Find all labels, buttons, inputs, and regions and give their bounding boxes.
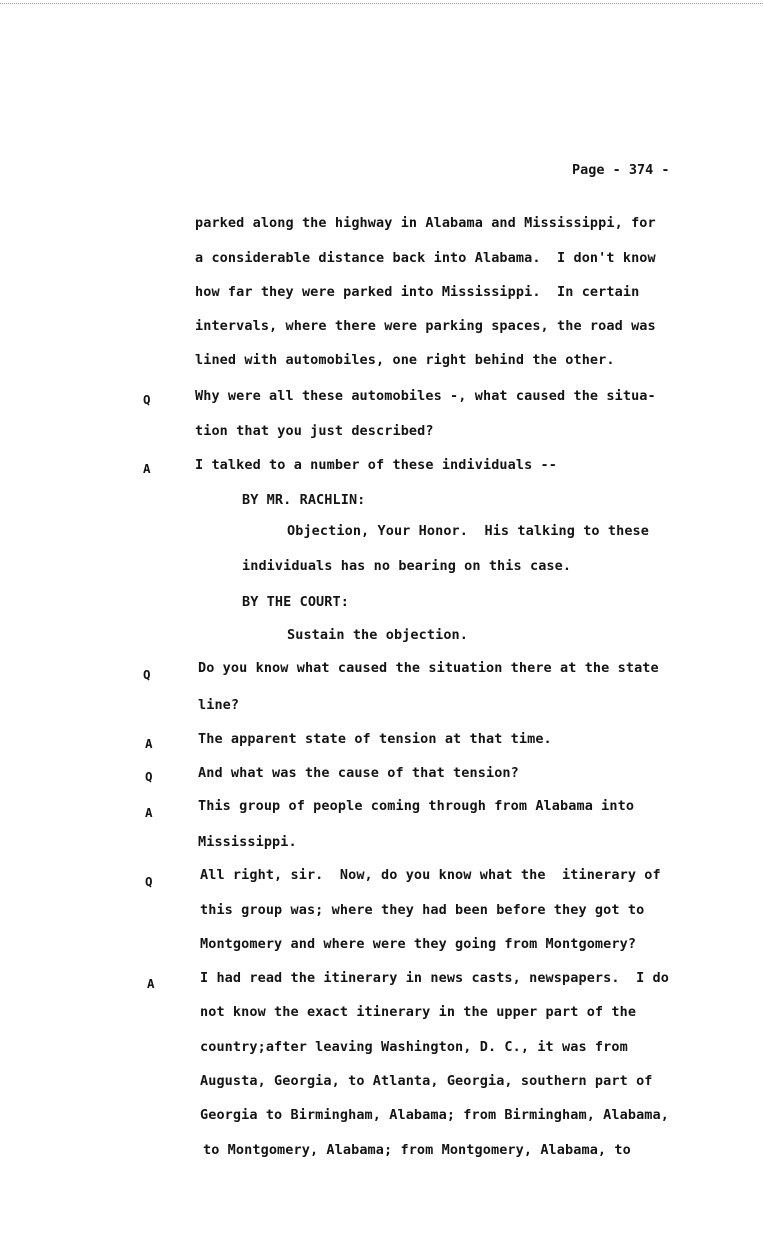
answer-marker: A — [143, 461, 151, 476]
transcript-line: country;after leaving Washington, D. C., it was from — [200, 1039, 628, 1055]
page-number: Page - 374 - — [572, 162, 670, 178]
transcript-line: I had read the itinerary in news casts, newspapers. I do — [200, 970, 669, 986]
speaker-heading: BY MR. RACHLIN: — [242, 492, 366, 508]
transcript-line: a considerable distance back into Alabama. I don't know — [195, 250, 656, 266]
answer-marker: A — [145, 736, 153, 751]
question-marker: Q — [145, 874, 153, 889]
transcript-line: line? — [198, 697, 240, 713]
transcript-line: individuals has no bearing on this case. — [242, 558, 572, 574]
transcript-line: Do you know what caused the situation there at the state — [198, 660, 659, 676]
transcript-line: Sustain the objection. — [287, 627, 469, 643]
transcript-line: to Montgomery, Alabama; from Montgomery, Alabama, to — [203, 1142, 631, 1158]
transcript-line: Objection, Your Honor. His talking to these — [287, 523, 650, 539]
transcript-line: not know the exact itinerary in the upper part of the — [200, 1004, 637, 1020]
answer-marker: A — [145, 805, 153, 820]
scan-edge-line — [0, 0, 763, 4]
transcript-line: I talked to a number of these individuals -- — [195, 457, 558, 473]
transcript-line: parked along the highway in Alabama and Mississippi, for — [195, 215, 656, 231]
transcript-line: how far they were parked into Mississippi. In certain — [195, 284, 640, 300]
transcript-line: And what was the cause of that tension? — [198, 765, 519, 781]
transcript-line: Georgia to Birmingham, Alabama; from Birmingham, Alabama, — [200, 1107, 669, 1123]
transcript-line: tion that you just described? — [195, 423, 434, 439]
transcript-line: The apparent state of tension at that time. — [198, 731, 552, 747]
transcript-line: intervals, where there were parking spaces, the road was — [195, 318, 656, 334]
transcript-line: All right, sir. Now, do you know what the itinerary of — [200, 867, 661, 883]
transcript-line: Why were all these automobiles -, what caused the situa- — [195, 388, 656, 404]
question-marker: Q — [145, 769, 153, 784]
transcript-line: lined with automobiles, one right behind the other. — [195, 352, 615, 368]
question-marker: Q — [143, 667, 151, 682]
answer-marker: A — [147, 976, 155, 991]
transcript-line: this group was; where they had been before they got to — [200, 902, 645, 918]
speaker-heading: BY THE COURT: — [242, 594, 349, 610]
transcript-line: This group of people coming through from Alabama into — [198, 798, 635, 814]
question-marker: Q — [143, 392, 151, 407]
transcript-line: Augusta, Georgia, to Atlanta, Georgia, southern part of — [200, 1073, 653, 1089]
transcript-line: Montgomery and where were they going from Montgomery? — [200, 936, 637, 952]
transcript-line: Mississippi. — [198, 834, 297, 850]
